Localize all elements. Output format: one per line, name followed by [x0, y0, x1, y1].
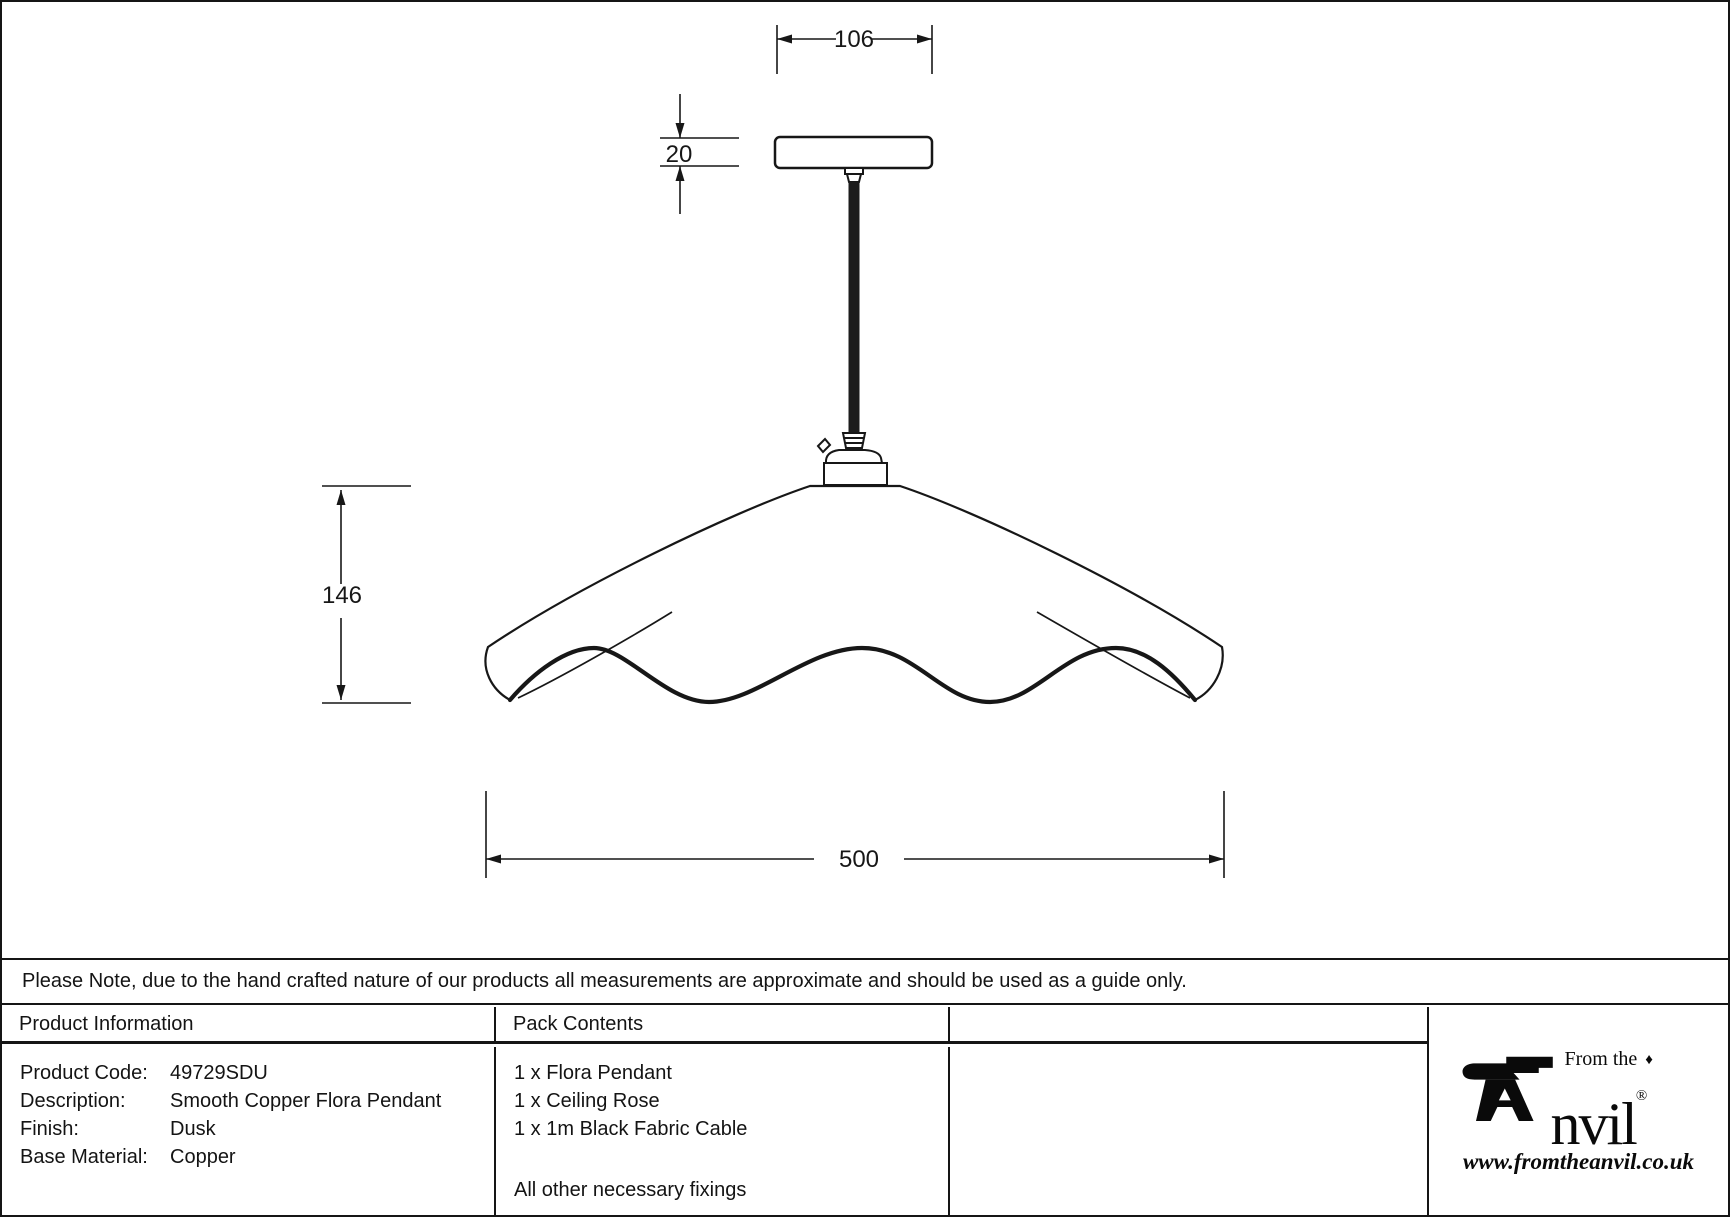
dimension-rose-width	[777, 25, 932, 74]
anvil-icon	[1459, 1048, 1555, 1132]
description-value: Smooth Copper Flora Pendant	[170, 1090, 442, 1112]
shade-wavy-rim	[510, 648, 1195, 702]
base-material-label: Base Material:	[20, 1146, 148, 1168]
table-body-row	[2, 1047, 1427, 1215]
logo-from-the: From the ♦	[1564, 1047, 1653, 1070]
flora-shade	[485, 486, 1222, 702]
pack-item: 1 x 1m Black Fabric Cable	[514, 1118, 748, 1140]
registered-mark: ®	[1635, 1087, 1648, 1104]
cord-grip	[843, 433, 865, 448]
fabric-cable	[849, 182, 860, 433]
svg-text:146: 146	[321, 582, 363, 609]
finish-row	[20, 1115, 494, 1143]
pack-item: 1 x Flora Pendant	[514, 1062, 672, 1084]
empty-header-cell	[950, 1007, 1427, 1041]
table-header-row	[2, 1007, 1427, 1044]
logo-website-url: www.fromtheanvil.co.uk	[1462, 1148, 1695, 1174]
cable-connector	[845, 168, 863, 182]
pack-contents-cell	[496, 1047, 950, 1215]
svg-text:500: 500	[838, 846, 880, 873]
logo-anvil-text: nvil®	[1550, 1087, 1648, 1157]
info-table	[2, 1007, 1728, 1215]
product-info-cell	[2, 1047, 496, 1215]
empty-cell	[950, 1047, 1427, 1215]
measurement-note	[2, 958, 1728, 1005]
svg-text:106: 106	[833, 26, 875, 53]
product-code-value: 49729SDU	[170, 1062, 268, 1084]
pack-contents-header: Pack Contents	[496, 1007, 950, 1041]
product-code-row	[20, 1059, 494, 1087]
dimension-shade-height	[322, 486, 411, 703]
pack-footnote: All other necessary fixings	[514, 1179, 747, 1201]
dimension-rose-height	[660, 94, 739, 214]
brand-logo-cell	[1427, 1007, 1728, 1215]
dimension-shade-width	[486, 791, 1224, 878]
finish-value: Dusk	[170, 1118, 216, 1140]
pendant-technical-drawing	[2, 2, 1730, 958]
ceiling-rose	[775, 137, 932, 168]
note-text: Please Note, due to the hand crafted nature of our products all measurements are approximate and should be used as a guide only.	[22, 970, 1187, 992]
holder-neck	[824, 463, 887, 485]
product-code-label: Product Code:	[20, 1062, 148, 1084]
product-info-header: Product Information	[2, 1007, 496, 1041]
svg-text:20: 20	[665, 141, 693, 168]
diamond-icon: ♦	[1645, 1051, 1653, 1068]
description-label: Description:	[20, 1090, 126, 1112]
finish-label: Finish:	[20, 1118, 79, 1140]
description-row	[20, 1087, 494, 1115]
base-material-value: Copper	[170, 1146, 236, 1168]
from-the-anvil-logo	[1459, 1048, 1699, 1175]
pack-item: 1 x Ceiling Rose	[514, 1090, 660, 1112]
base-material-row	[20, 1143, 494, 1171]
